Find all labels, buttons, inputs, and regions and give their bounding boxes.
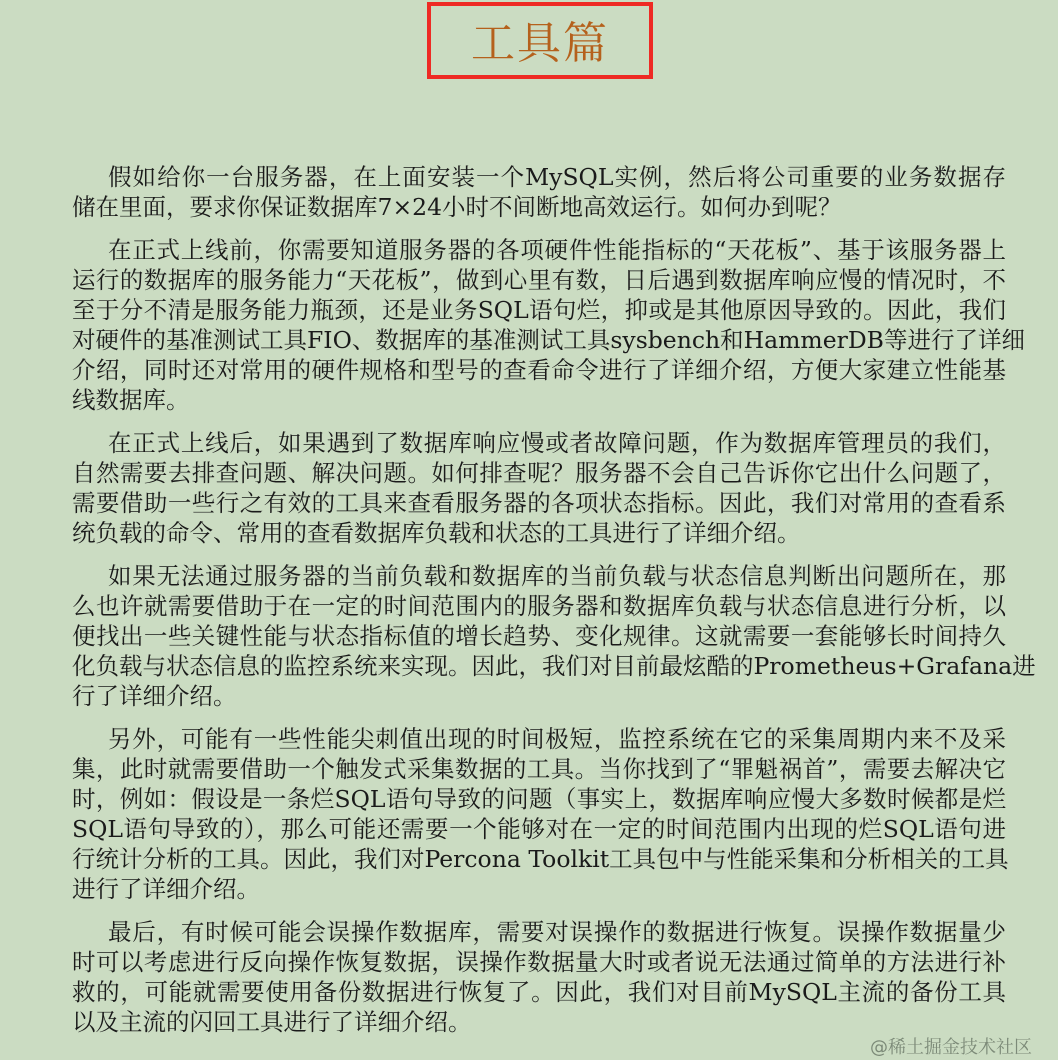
paragraph-line: SQL语句导致的），那么可能还需要一个能够对在一定的时间范围内出现的烂SQL语句进 <box>72 815 1006 843</box>
paragraph-line: 化负载与状态信息的监控系统来实现。因此，我们对目前最炫酷的Prometheus+Grafana进 <box>72 652 1036 680</box>
paragraph-line: 时可以考虑进行反向操作恢复数据，误操作数据量大时或者说无法通过简单的方法进行补 <box>72 948 1006 976</box>
paragraph-line: 介绍，同时还对常用的硬件规格和型号的查看命令进行了详细介绍，方便大家建立性能基 <box>72 356 1006 384</box>
paragraph-line: 对硬件的基准测试工具FIO、数据库的基准测试工具sysbench和HammerDB等进行了详细 <box>72 326 1025 354</box>
paragraph <box>72 561 1036 711</box>
paragraph-line: 储在里面，要求你保证数据库7×24小时不间断地高效运行。如何办到呢？ <box>72 193 842 221</box>
paragraph-line: 需要借助一些行之有效的工具来查看服务器的各项状态指标。因此，我们对常用的查看系 <box>72 489 1006 517</box>
paragraph-line: 至于分不清是服务能力瓶颈，还是业务SQL语句烂，抑或是其他原因导致的。因此，我们 <box>72 296 1006 324</box>
title-box <box>427 2 653 79</box>
watermark: @稀土掘金技术社区 <box>870 1037 1032 1058</box>
paragraph-line: 在正式上线后，如果遇到了数据库响应慢或者故障问题，作为数据库管理员的我们， <box>108 429 1006 457</box>
paragraph-line: 时，例如：假设是一条烂SQL语句导致的问题（事实上，数据库响应慢大多数时候都是烂 <box>72 785 1006 813</box>
paragraph-line: 么也许就需要借助于在一定的时间范围内的服务器和数据库负载与状态信息进行分析，以 <box>72 592 1006 620</box>
paragraph-line: 以及主流的闪回工具进行了详细介绍。 <box>72 1008 472 1036</box>
page-title: 工具篇 <box>471 17 609 69</box>
paragraph-line: 最后，有时候可能会误操作数据库，需要对误操作的数据进行恢复。误操作数据量少 <box>108 918 1006 946</box>
paragraph-line: 进行了详细介绍。 <box>72 875 260 903</box>
paragraph-line: 救的，可能就需要使用备份数据进行恢复了。因此，我们对目前MySQL主流的备份工具 <box>72 978 1006 1006</box>
paragraph-line: 统负载的命令、常用的查看数据库负载和状态的工具进行了详细介绍。 <box>72 519 801 547</box>
document-body <box>72 162 1036 1050</box>
paragraph-line: 行统计分析的工具。因此，我们对Percona Toolkit工具包中与性能采集和分析相关的工具 <box>72 845 1009 873</box>
paragraph-line: 如果无法通过服务器的当前负载和数据库的当前负载与状态信息判断出问题所在，那 <box>108 562 1006 590</box>
paragraph-line: 便找出一些关键性能与状态指标值的增长趋势、变化规律。这就需要一套能够长时间持久 <box>72 622 1006 650</box>
paragraph-line: 行了详细介绍。 <box>72 682 237 710</box>
paragraph-line: 线数据库。 <box>72 386 190 414</box>
paragraph <box>72 162 1006 222</box>
paragraph <box>72 724 1009 904</box>
paragraph-line: 在正式上线前，你需要知道服务器的各项硬件性能指标的“天花板”、基于该服务器上 <box>108 236 1006 264</box>
paragraph <box>72 428 1006 548</box>
paragraph-line: 运行的数据库的服务能力“天花板”，做到心里有数，日后遇到数据库响应慢的情况时，不 <box>72 266 1006 294</box>
paragraph <box>72 235 1025 415</box>
paragraph-line: 假如给你一台服务器，在上面安装一个MySQL实例，然后将公司重要的业务数据存 <box>108 163 1006 191</box>
paragraph-line: 自然需要去排查问题、解决问题。如何排查呢？服务器不会自己告诉你它出什么问题了， <box>72 459 1006 487</box>
paragraph <box>72 917 1006 1037</box>
paragraph-line: 集，此时就需要借助一个触发式采集数据的工具。当你找到了“罪魁祸首”，需要去解决它 <box>72 755 1006 783</box>
paragraph-line: 另外，可能有一些性能尖刺值出现的时间极短，监控系统在它的采集周期内来不及采 <box>108 725 1006 753</box>
